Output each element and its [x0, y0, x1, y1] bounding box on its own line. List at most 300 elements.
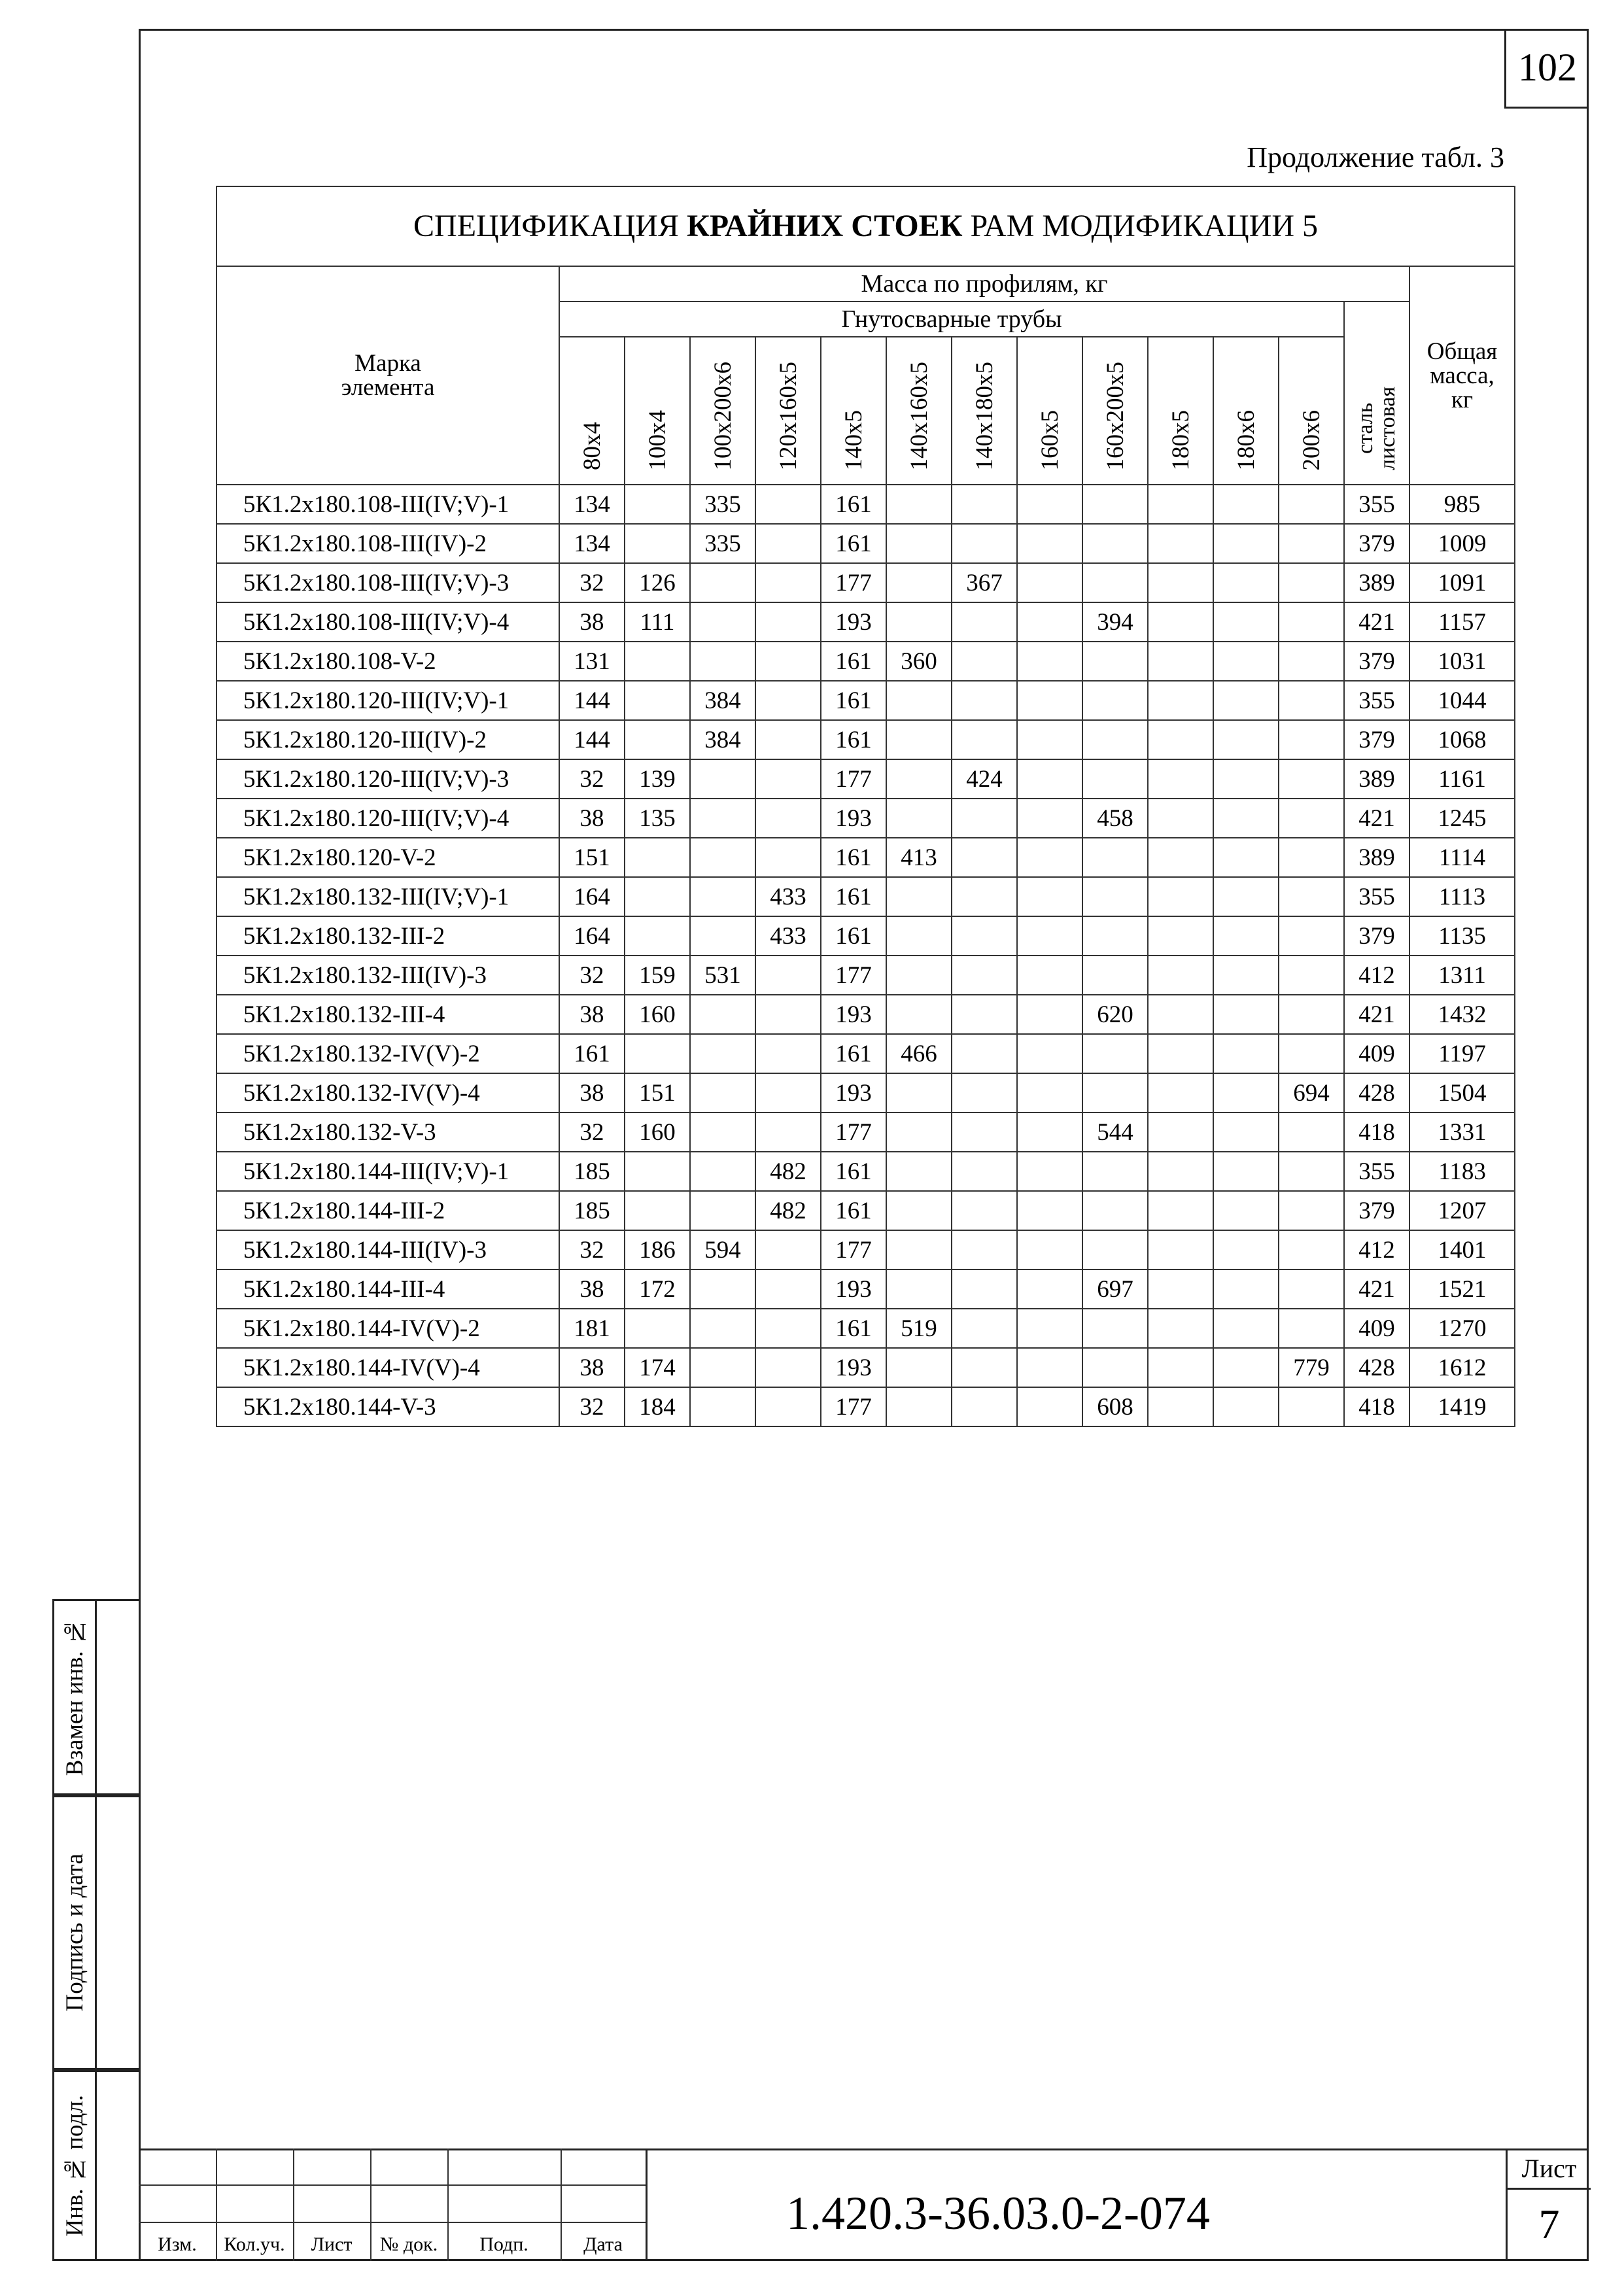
- profile-mass-cell: [1082, 838, 1148, 877]
- profile-mass-cell: [755, 995, 821, 1034]
- table-row: [216, 524, 1515, 563]
- profile-mass-cell: 779: [1279, 1348, 1344, 1387]
- profile-mass-cell: [952, 602, 1017, 642]
- steel-sheet-cell: 389: [1344, 563, 1409, 602]
- profile-mass-cell: [952, 799, 1017, 838]
- profile-mass-cell: [1148, 916, 1213, 956]
- profile-mass-cell: [1279, 602, 1344, 642]
- element-mark: 5К1.2x180.132-V-3: [216, 1113, 559, 1152]
- profile-mass-cell: [1279, 720, 1344, 759]
- profile-mass-cell: [1148, 642, 1213, 681]
- profile-mass-cell: [886, 1269, 952, 1309]
- profile-mass-cell: [1017, 1191, 1082, 1230]
- table-row: [216, 799, 1515, 838]
- profile-mass-cell: 32: [559, 1230, 625, 1269]
- profile-mass-cell: [755, 681, 821, 720]
- profile-mass-cell: 394: [1082, 602, 1148, 642]
- profile-mass-cell: [1148, 1191, 1213, 1230]
- profile-mass-cell: 161: [821, 1034, 886, 1073]
- profile-mass-cell: 193: [821, 799, 886, 838]
- profile-mass-cell: 159: [625, 956, 690, 995]
- profile-mass-cell: 466: [886, 1034, 952, 1073]
- profile-mass-cell: 134: [559, 524, 625, 563]
- profile-mass-cell: [1082, 485, 1148, 524]
- table-row: [216, 563, 1515, 602]
- profile-mass-cell: [625, 720, 690, 759]
- profile-mass-cell: [1017, 799, 1082, 838]
- profile-mass-cell: 38: [559, 602, 625, 642]
- total-mass-cell: 1135: [1409, 916, 1515, 956]
- profile-mass-cell: [1148, 681, 1213, 720]
- table-row: [216, 485, 1515, 524]
- profile-mass-cell: 144: [559, 681, 625, 720]
- element-mark: 5К1.2x180.120-III(IV;V)-1: [216, 681, 559, 720]
- profile-mass-cell: 32: [559, 1387, 625, 1426]
- profile-mass-cell: [1082, 524, 1148, 563]
- table-row: [216, 1348, 1515, 1387]
- profile-header: 180x6: [1213, 337, 1279, 485]
- profile-header: 100x200x6: [690, 337, 755, 485]
- profile-mass-cell: [952, 1113, 1017, 1152]
- total-mass-cell: 1331: [1409, 1113, 1515, 1152]
- profile-mass-cell: 184: [625, 1387, 690, 1426]
- steel-sheet-cell: 379: [1344, 642, 1409, 681]
- total-mass-cell: 1161: [1409, 759, 1515, 799]
- table-row: [216, 838, 1515, 877]
- total-mass-cell: 1009: [1409, 524, 1515, 563]
- page-number: 102: [1504, 29, 1589, 109]
- total-mass-cell: 1612: [1409, 1348, 1515, 1387]
- profile-mass-cell: 131: [559, 642, 625, 681]
- table-row: [216, 877, 1515, 916]
- profile-mass-cell: [952, 642, 1017, 681]
- total-mass-cell: 1183: [1409, 1152, 1515, 1191]
- profile-mass-cell: [952, 1309, 1017, 1348]
- side-strip-replaced-inv: [52, 1599, 139, 1795]
- profile-mass-cell: 32: [559, 1113, 625, 1152]
- profile-mass-cell: 177: [821, 1113, 886, 1152]
- profile-mass-cell: [755, 1034, 821, 1073]
- profile-mass-cell: [1213, 838, 1279, 877]
- table-row: [216, 916, 1515, 956]
- profile-mass-cell: [1148, 1269, 1213, 1309]
- profile-mass-cell: 482: [755, 1191, 821, 1230]
- side-label-replaced-inv: Взамен инв. №: [61, 1618, 88, 1776]
- profile-mass-cell: 433: [755, 916, 821, 956]
- profile-mass-cell: [1082, 1034, 1148, 1073]
- element-mark: 5К1.2x180.132-IV(V)-4: [216, 1073, 559, 1113]
- profile-mass-cell: [1017, 916, 1082, 956]
- profile-mass-cell: [1082, 759, 1148, 799]
- total-mass-cell: 1245: [1409, 799, 1515, 838]
- profile-mass-cell: [1213, 956, 1279, 995]
- steel-sheet-cell: 355: [1344, 485, 1409, 524]
- profile-mass-cell: [1148, 1309, 1213, 1348]
- profile-mass-cell: 458: [1082, 799, 1148, 838]
- profile-mass-cell: [1213, 877, 1279, 916]
- profile-mass-cell: [886, 759, 952, 799]
- profile-mass-cell: [1082, 916, 1148, 956]
- profile-mass-cell: [886, 563, 952, 602]
- steel-sheet-cell: 389: [1344, 838, 1409, 877]
- profile-mass-cell: 186: [625, 1230, 690, 1269]
- profile-mass-cell: [690, 916, 755, 956]
- profile-mass-cell: [886, 681, 952, 720]
- profile-mass-cell: [1213, 995, 1279, 1034]
- table-row: [216, 1113, 1515, 1152]
- total-mass-cell: 1091: [1409, 563, 1515, 602]
- element-mark: 5К1.2x180.132-III-2: [216, 916, 559, 956]
- profile-mass-cell: [1279, 1387, 1344, 1426]
- profile-mass-cell: [1213, 759, 1279, 799]
- total-mass-cell: 1031: [1409, 642, 1515, 681]
- profile-mass-cell: 151: [559, 838, 625, 877]
- profile-mass-cell: [1279, 838, 1344, 877]
- profile-mass-cell: 174: [625, 1348, 690, 1387]
- steel-sheet-cell: 428: [1344, 1348, 1409, 1387]
- profile-mass-cell: [1279, 877, 1344, 916]
- profile-mass-cell: [1082, 1191, 1148, 1230]
- profile-mass-cell: [1213, 720, 1279, 759]
- profile-mass-cell: [1148, 1230, 1213, 1269]
- profile-mass-cell: [952, 1348, 1017, 1387]
- profile-mass-cell: [1279, 995, 1344, 1034]
- steel-sheet-cell: 412: [1344, 1230, 1409, 1269]
- element-mark: 5К1.2x180.120-III(IV;V)-3: [216, 759, 559, 799]
- profile-mass-cell: [1279, 485, 1344, 524]
- profile-mass-cell: 519: [886, 1309, 952, 1348]
- profile-mass-cell: [690, 995, 755, 1034]
- revision-grid: [139, 2148, 646, 2261]
- element-mark: 5К1.2x180.108-III(IV;V)-4: [216, 602, 559, 642]
- total-mass-cell: 1197: [1409, 1034, 1515, 1073]
- profile-mass-cell: [690, 877, 755, 916]
- element-mark: 5К1.2x180.120-III(IV)-2: [216, 720, 559, 759]
- profile-mass-cell: [1082, 1073, 1148, 1113]
- profile-mass-cell: [1082, 877, 1148, 916]
- steel-sheet-cell: 412: [1344, 956, 1409, 995]
- col-date: Дата: [583, 2234, 623, 2255]
- profile-mass-cell: [1213, 1073, 1279, 1113]
- profile-mass-cell: [1213, 1191, 1279, 1230]
- total-mass-cell: 1113: [1409, 877, 1515, 916]
- profile-mass-cell: [1148, 1113, 1213, 1152]
- table-row: [216, 995, 1515, 1034]
- profile-mass-cell: [1017, 642, 1082, 681]
- steel-sheet-cell: 355: [1344, 681, 1409, 720]
- profile-mass-cell: [1148, 1073, 1213, 1113]
- element-mark: 5К1.2x180.144-III-4: [216, 1269, 559, 1309]
- profile-mass-cell: 144: [559, 720, 625, 759]
- profile-mass-cell: [1279, 681, 1344, 720]
- steel-sheet-cell: 421: [1344, 1269, 1409, 1309]
- profile-mass-cell: 193: [821, 602, 886, 642]
- profile-mass-cell: [952, 524, 1017, 563]
- profile-mass-cell: 32: [559, 759, 625, 799]
- profile-mass-cell: [1017, 759, 1082, 799]
- table-row: [216, 681, 1515, 720]
- profile-mass-cell: [1279, 916, 1344, 956]
- total-mass-cell: 985: [1409, 485, 1515, 524]
- profile-mass-cell: [1213, 1152, 1279, 1191]
- profile-mass-cell: [1213, 602, 1279, 642]
- profile-mass-cell: [1213, 1034, 1279, 1073]
- profile-mass-cell: 111: [625, 602, 690, 642]
- profile-mass-cell: 164: [559, 877, 625, 916]
- table-row: [216, 602, 1515, 642]
- profile-mass-cell: 160: [625, 1113, 690, 1152]
- total-mass-cell: 1044: [1409, 681, 1515, 720]
- table-row: [216, 1034, 1515, 1073]
- profile-mass-cell: [886, 916, 952, 956]
- profile-mass-cell: [1082, 1152, 1148, 1191]
- profile-mass-cell: [1213, 524, 1279, 563]
- profile-mass-cell: [952, 1034, 1017, 1073]
- profile-mass-cell: [625, 877, 690, 916]
- total-mass-cell: 1432: [1409, 995, 1515, 1034]
- total-mass-cell: 1521: [1409, 1269, 1515, 1309]
- profile-mass-cell: [952, 681, 1017, 720]
- total-mass-cell: 1311: [1409, 956, 1515, 995]
- profile-mass-cell: [625, 838, 690, 877]
- profile-mass-cell: [690, 759, 755, 799]
- profile-mass-cell: [952, 877, 1017, 916]
- profile-mass-cell: [1213, 799, 1279, 838]
- profile-mass-cell: [1213, 1309, 1279, 1348]
- profile-mass-cell: [625, 524, 690, 563]
- profile-mass-cell: 161: [821, 916, 886, 956]
- continuation-label: Продолжение табл. 3: [1247, 141, 1504, 173]
- profile-mass-cell: [1017, 1309, 1082, 1348]
- profile-mass-cell: [1017, 877, 1082, 916]
- profile-mass-cell: 161: [559, 1034, 625, 1073]
- profile-mass-cell: [886, 485, 952, 524]
- specification-table: [216, 186, 1515, 1427]
- element-mark: 5К1.2x180.144-III-2: [216, 1191, 559, 1230]
- profile-mass-cell: [1017, 1152, 1082, 1191]
- profile-mass-cell: [625, 1034, 690, 1073]
- profile-mass-cell: [886, 720, 952, 759]
- steel-sheet-cell: 421: [1344, 602, 1409, 642]
- profile-mass-cell: [952, 1269, 1017, 1309]
- profile-mass-cell: [690, 799, 755, 838]
- col-signature: Подп.: [479, 2234, 528, 2255]
- element-mark: 5К1.2x180.132-III-4: [216, 995, 559, 1034]
- col-sheet: Лист: [311, 2234, 353, 2255]
- profile-mass-cell: [1148, 524, 1213, 563]
- profile-mass-cell: [1017, 956, 1082, 995]
- profile-mass-cell: [755, 759, 821, 799]
- document-number: 1.420.3-36.03.0-2-074: [786, 2187, 1210, 2239]
- profile-mass-cell: [755, 799, 821, 838]
- profile-mass-cell: [1017, 720, 1082, 759]
- table-row: [216, 1269, 1515, 1309]
- total-mass-cell: 1068: [1409, 720, 1515, 759]
- steel-sheet-cell: 428: [1344, 1073, 1409, 1113]
- profile-mass-cell: 164: [559, 916, 625, 956]
- profile-mass-cell: [625, 681, 690, 720]
- table-row: [216, 1073, 1515, 1113]
- profile-mass-cell: 360: [886, 642, 952, 681]
- profile-mass-cell: [755, 1309, 821, 1348]
- profile-header: 140x5: [821, 337, 886, 485]
- profile-mass-cell: [886, 1348, 952, 1387]
- profile-mass-cell: 134: [559, 485, 625, 524]
- steel-sheet-cell: 418: [1344, 1113, 1409, 1152]
- steel-sheet-cell: 409: [1344, 1309, 1409, 1348]
- profile-mass-cell: [1017, 1113, 1082, 1152]
- profile-mass-cell: [1279, 1230, 1344, 1269]
- profile-mass-cell: [1148, 759, 1213, 799]
- profile-mass-cell: 424: [952, 759, 1017, 799]
- col-change: Изм.: [158, 2234, 197, 2255]
- steel-sheet-cell: 389: [1344, 759, 1409, 799]
- profile-mass-cell: [1017, 485, 1082, 524]
- profile-mass-cell: 151: [625, 1073, 690, 1113]
- profile-mass-cell: [690, 1348, 755, 1387]
- profile-mass-cell: [1279, 1152, 1344, 1191]
- profile-mass-cell: [952, 1073, 1017, 1113]
- col-doc-no: № док.: [379, 2234, 438, 2255]
- sheet-label: Лист: [1508, 2148, 1591, 2190]
- profile-mass-cell: [690, 602, 755, 642]
- profile-mass-cell: [1017, 563, 1082, 602]
- profile-mass-cell: [755, 1269, 821, 1309]
- profile-mass-cell: 193: [821, 1269, 886, 1309]
- profile-mass-cell: [1082, 1230, 1148, 1269]
- element-mark: 5К1.2x180.120-III(IV;V)-4: [216, 799, 559, 838]
- profile-mass-cell: [952, 995, 1017, 1034]
- profile-mass-cell: [1017, 1348, 1082, 1387]
- element-mark: 5К1.2x180.108-III(IV;V)-1: [216, 485, 559, 524]
- profile-mass-cell: [1017, 1230, 1082, 1269]
- profile-mass-cell: [1017, 1387, 1082, 1426]
- profile-mass-cell: 177: [821, 563, 886, 602]
- profile-mass-cell: 161: [821, 1191, 886, 1230]
- element-mark: 5К1.2x180.144-V-3: [216, 1387, 559, 1426]
- profile-mass-cell: 161: [821, 1309, 886, 1348]
- profile-mass-cell: [1279, 1191, 1344, 1230]
- tubes-header: Гнутосварные трубы: [559, 302, 1344, 337]
- profile-mass-cell: 367: [952, 563, 1017, 602]
- profile-mass-cell: 139: [625, 759, 690, 799]
- total-mass-cell: 1114: [1409, 838, 1515, 877]
- steel-sheet-cell: 379: [1344, 524, 1409, 563]
- profile-mass-cell: 335: [690, 524, 755, 563]
- profile-mass-cell: 384: [690, 720, 755, 759]
- title-block: [139, 2148, 1589, 2261]
- total-mass-cell: 1270: [1409, 1309, 1515, 1348]
- profile-mass-cell: [952, 1191, 1017, 1230]
- table-row: [216, 1387, 1515, 1426]
- profile-mass-cell: 161: [821, 642, 886, 681]
- profile-mass-cell: [625, 916, 690, 956]
- profile-mass-cell: 126: [625, 563, 690, 602]
- profile-mass-cell: 161: [821, 1152, 886, 1191]
- profile-mass-cell: [755, 642, 821, 681]
- element-mark: 5К1.2x180.144-III(IV;V)-1: [216, 1152, 559, 1191]
- profile-mass-cell: [1148, 1348, 1213, 1387]
- profile-mass-cell: [886, 995, 952, 1034]
- profile-mass-cell: [690, 1269, 755, 1309]
- profile-mass-cell: [1213, 1269, 1279, 1309]
- steel-sheet-cell: 421: [1344, 995, 1409, 1034]
- profile-mass-cell: [1279, 563, 1344, 602]
- profile-mass-cell: [755, 485, 821, 524]
- profile-mass-cell: [625, 485, 690, 524]
- profile-mass-cell: [886, 1230, 952, 1269]
- profile-mass-cell: [1279, 759, 1344, 799]
- profile-mass-cell: [690, 1191, 755, 1230]
- profile-mass-cell: 193: [821, 1348, 886, 1387]
- table-row: [216, 642, 1515, 681]
- profile-mass-cell: [886, 524, 952, 563]
- table-row: [216, 720, 1515, 759]
- profile-mass-cell: [1082, 1309, 1148, 1348]
- element-mark: 5К1.2x180.132-III(IV)-3: [216, 956, 559, 995]
- profile-mass-cell: [755, 720, 821, 759]
- profile-mass-cell: [1213, 563, 1279, 602]
- profile-mass-cell: 161: [821, 485, 886, 524]
- total-mass-header: Общая масса, кг: [1409, 266, 1515, 485]
- profile-mass-cell: 38: [559, 799, 625, 838]
- profile-mass-cell: [1148, 1034, 1213, 1073]
- profile-mass-cell: [952, 956, 1017, 995]
- profile-mass-cell: [886, 1073, 952, 1113]
- profile-mass-cell: 181: [559, 1309, 625, 1348]
- profile-mass-cell: [886, 956, 952, 995]
- side-strip-signature-date: [52, 1795, 139, 2070]
- side-strip-inv-original: [52, 2070, 139, 2261]
- sheet-number: 7: [1538, 2201, 1560, 2247]
- element-mark: 5К1.2x180.108-III(IV;V)-3: [216, 563, 559, 602]
- profile-mass-cell: 594: [690, 1230, 755, 1269]
- table-row: [216, 1230, 1515, 1269]
- profile-mass-cell: [1213, 642, 1279, 681]
- element-mark: 5К1.2x180.132-III(IV;V)-1: [216, 877, 559, 916]
- profile-mass-cell: [1148, 485, 1213, 524]
- profile-mass-cell: [1148, 1152, 1213, 1191]
- profile-header: 140x180x5: [952, 337, 1017, 485]
- table-row: [216, 1309, 1515, 1348]
- profile-mass-cell: 161: [821, 524, 886, 563]
- profile-mass-cell: [886, 1387, 952, 1426]
- element-mark: 5К1.2x180.144-IV(V)-4: [216, 1348, 559, 1387]
- total-mass-cell: 1207: [1409, 1191, 1515, 1230]
- element-mark: 5К1.2x180.144-IV(V)-2: [216, 1309, 559, 1348]
- profile-mass-cell: [690, 563, 755, 602]
- profile-mass-cell: 694: [1279, 1073, 1344, 1113]
- profile-header: 140x160x5: [886, 337, 952, 485]
- profile-mass-cell: 185: [559, 1191, 625, 1230]
- profile-mass-cell: [1017, 1073, 1082, 1113]
- profile-mass-cell: [1213, 485, 1279, 524]
- profile-header: 160x200x5: [1082, 337, 1148, 485]
- profile-mass-cell: [952, 1387, 1017, 1426]
- total-mass-cell: 1419: [1409, 1387, 1515, 1426]
- profile-mass-cell: [952, 485, 1017, 524]
- steel-sheet-header: сталь листовая: [1344, 302, 1409, 485]
- profile-mass-cell: 177: [821, 956, 886, 995]
- profile-mass-cell: 172: [625, 1269, 690, 1309]
- profile-mass-cell: [1148, 799, 1213, 838]
- sheet-box: [1506, 2148, 1591, 2261]
- profile-mass-cell: [690, 1387, 755, 1426]
- total-mass-cell: 1504: [1409, 1073, 1515, 1113]
- profile-mass-cell: 38: [559, 1348, 625, 1387]
- mass-header: Масса по профилям, кг: [559, 266, 1409, 302]
- profile-mass-cell: 32: [559, 563, 625, 602]
